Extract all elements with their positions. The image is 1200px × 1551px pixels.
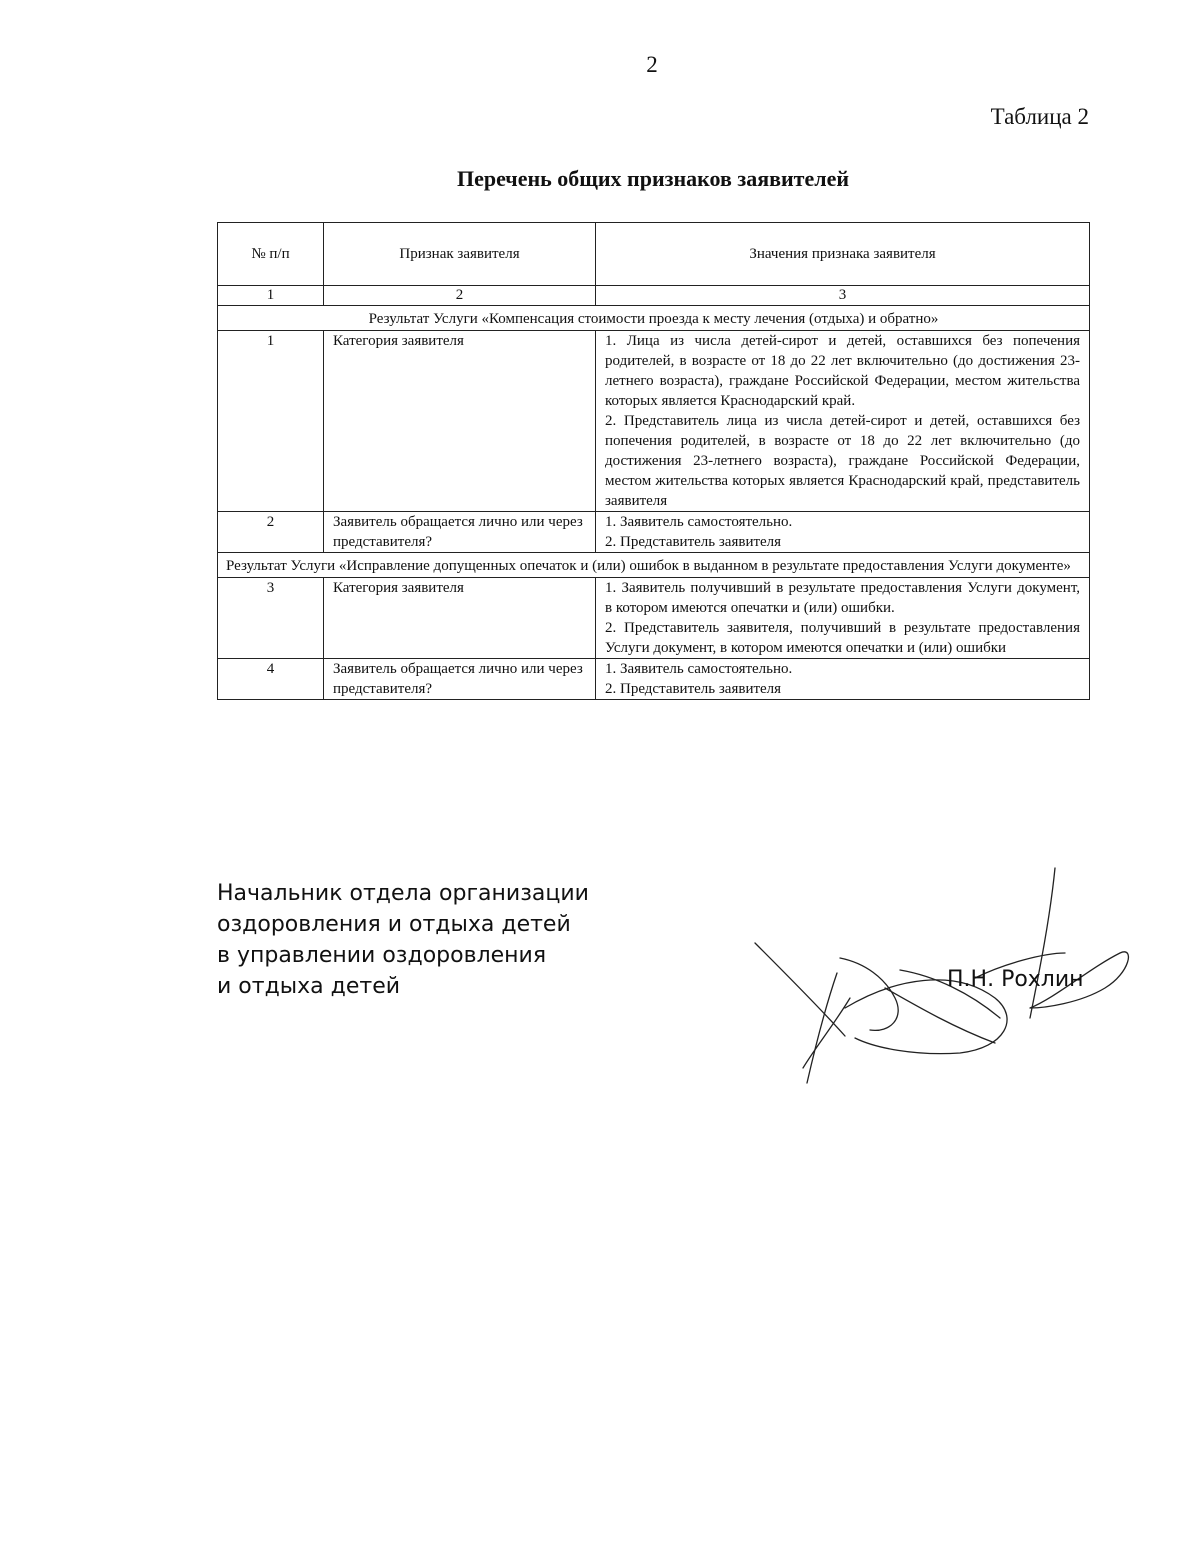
table-header-row	[218, 223, 1090, 286]
applicant-attributes-table	[217, 222, 1090, 700]
row-values	[596, 512, 1090, 553]
row-value-item: 1. Заявитель самостоятельно.	[605, 661, 793, 677]
row-attribute: Заявитель обращается лично или через представителя?	[324, 659, 596, 700]
section-title: Результат Услуги «Компенсация стоимости проезда к месту лечения (отдыха) и обратно»	[218, 306, 1090, 331]
row-value-item: 2. Представитель заявителя	[605, 681, 782, 697]
handwritten-signature	[745, 858, 1145, 1088]
signer-position-line: оздоровления и отдыха детей	[217, 912, 571, 937]
row-value-item: 1. Заявитель самостоятельно.	[605, 514, 793, 530]
row-attribute: Заявитель обращается лично или через представителя?	[324, 512, 596, 553]
row-values	[596, 578, 1090, 659]
row-number: 3	[218, 578, 324, 659]
table-row	[218, 331, 1090, 512]
column-number-cell: 2	[324, 286, 596, 306]
column-number-cell: 1	[218, 286, 324, 306]
column-number-cell: 3	[596, 286, 1090, 306]
header-cell-attribute: Признак заявителя	[324, 223, 596, 286]
row-attribute: Категория заявителя	[324, 331, 596, 512]
document-title: Перечень общих признаков заявителей	[456, 166, 850, 191]
table-row	[218, 512, 1090, 553]
signer-position-line: Начальник отдела организации	[217, 881, 589, 906]
table-label: Таблица 2	[990, 104, 1089, 129]
section-row	[218, 306, 1090, 331]
column-number-row	[218, 286, 1090, 306]
row-values	[596, 659, 1090, 700]
table-row	[218, 659, 1090, 700]
header-cell-values: Значения признака заявителя	[596, 223, 1090, 286]
row-number: 4	[218, 659, 324, 700]
row-value-item: 2. Представитель лица из числа детей-сирот и детей, оставшихся без попечения родителей, в возрасте от 18 до 22 лет включительно (до достижения 23-летнего возраста), граждане Российской Федерации, местом жительства которых является Краснодарский край, представитель заявителя	[605, 413, 1080, 509]
signer-position	[217, 878, 589, 1002]
row-values	[596, 331, 1090, 512]
row-value-item: 2. Представитель заявителя, получивший в результате предоставления Услуги документ, в котором имеются опечатки и (или) ошибки	[605, 620, 1080, 656]
signer-position-line: в управлении оздоровления	[217, 943, 547, 968]
row-value-item: 1. Лица из числа детей-сирот и детей, оставшихся без попечения родителей, в возрасте от 18 до 22 лет включительно (до достижения 23-летнего возраста), граждане Российской Федерации, местом жительства которых является Краснодарский край.	[605, 333, 1080, 409]
signer-position-line: и отдыха детей	[217, 974, 401, 999]
header-cell-number: № п/п	[218, 223, 324, 286]
row-value-item: 2. Представитель заявителя	[605, 534, 782, 550]
row-value-item: 1. Заявитель получивший в результате предоставления Услуги документ, в котором имеются опечатки и (или) ошибки.	[605, 580, 1080, 616]
section-title: Результат Услуги «Исправление допущенных опечаток и (или) ошибок в выданном в результате предоставления Услуги документе»	[218, 553, 1090, 578]
row-number: 2	[218, 512, 324, 553]
row-attribute: Категория заявителя	[324, 578, 596, 659]
signer-name: П.Н. Рохлин	[947, 967, 1084, 992]
section-row	[218, 553, 1090, 578]
row-number: 1	[218, 331, 324, 512]
page-number: 2	[646, 52, 658, 77]
table-row	[218, 578, 1090, 659]
